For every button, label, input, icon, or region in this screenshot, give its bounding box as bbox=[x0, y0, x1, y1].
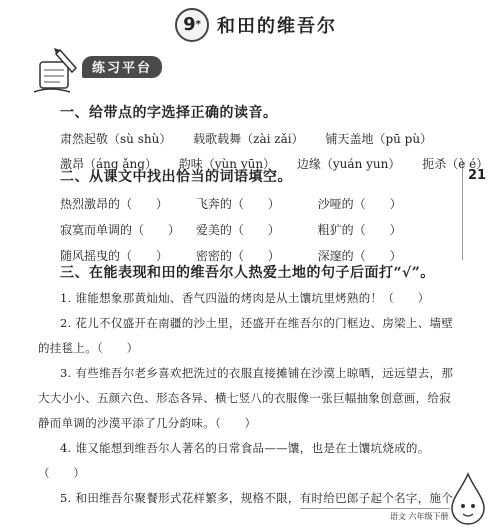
section-3-line: 4. 谁又能想到维吾尔人著名的日常食品——馕，也是在土馕坑烧成的。 bbox=[60, 441, 430, 455]
section-1 bbox=[60, 102, 489, 172]
fill-item: 粗犷的（ ） bbox=[317, 223, 402, 237]
lesson-number-badge bbox=[175, 8, 209, 42]
fill-item: 沙哑的（ ） bbox=[317, 197, 402, 211]
section-2-row-1 bbox=[60, 195, 460, 212]
footer-bar bbox=[300, 508, 450, 525]
section-3-line: （ ） bbox=[38, 466, 86, 480]
practice-banner bbox=[30, 42, 180, 102]
question-item: 铺天盖地（pū pù） bbox=[325, 132, 433, 146]
lesson-title: 和田的维吾尔 bbox=[217, 16, 337, 37]
section-2-row-2 bbox=[60, 221, 460, 238]
lesson-header bbox=[175, 8, 375, 42]
question-item: 载歌载舞（zài zǎi） bbox=[193, 132, 304, 146]
fill-item: 深邃的（ ） bbox=[317, 249, 402, 263]
section-3 bbox=[38, 262, 460, 506]
page-number-line bbox=[462, 160, 463, 260]
drop-mascot-icon bbox=[448, 470, 488, 526]
question-item: 韵味（yùn yūn） bbox=[178, 157, 276, 171]
section-1-title: 一、给带点的字选择正确的读音。 bbox=[60, 105, 278, 121]
practice-banner-label bbox=[82, 56, 162, 78]
section-3-line: 的挂毯上。（ ） bbox=[38, 341, 139, 355]
lesson-number: 9 bbox=[183, 14, 196, 35]
fill-item: 飞奔的（ ） bbox=[195, 197, 280, 211]
footer-label: 语文 六年级下册 bbox=[390, 512, 449, 521]
page-number: 21 bbox=[468, 168, 487, 183]
fill-item: 爱美的（ ） bbox=[195, 223, 280, 237]
section-3-line: 5. 和田维吾尔聚餐形式花样繁多，规格不限，有时给巴郎子起个名字，施个 bbox=[60, 491, 454, 505]
question-item: 肃然起敬（sù shù） bbox=[60, 132, 172, 146]
fill-item: 寂寞而单调的（ ） bbox=[60, 223, 181, 237]
lesson-star: * bbox=[195, 19, 201, 30]
section-3-line: 2. 花儿不仅盛开在南疆的沙土里，还盛开在维吾尔的门框边、房梁上、墙壁 bbox=[60, 316, 454, 330]
section-1-row-1 bbox=[60, 130, 460, 147]
question-item: 边缘（yuán yun） bbox=[296, 157, 401, 171]
section-3-line: 大大小小、五颜六色、形态各异、横七竖八的衣服像一张巨幅抽象创意画，给寂 bbox=[38, 391, 451, 405]
section-3-title: 三、在能表现和田的维吾尔人热爱土地的句子后面打“√”。 bbox=[60, 265, 435, 281]
section-3-line: 静而单调的沙漠平添了几分韵味。（ ） bbox=[38, 416, 257, 430]
question-item: 扼杀（è é） bbox=[422, 157, 489, 171]
section-2-title: 二、从课文中找出恰当的词语填空。 bbox=[60, 169, 292, 185]
fill-item: 密密的（ ） bbox=[195, 249, 280, 263]
section-3-line: 3. 有些维吾尔老乡喜欢把洗过的衣服直接摊铺在沙漠上晾晒，远远望去，那 bbox=[60, 366, 454, 380]
pen-notebook-icon bbox=[30, 42, 90, 102]
section-2 bbox=[60, 166, 460, 264]
fill-item: 热烈激昂的（ ） bbox=[60, 197, 169, 211]
section-3-line: 1. 谁能想象那黄灿灿、香气四溢的烤肉是从土馕坑里烤熟的！（ ） bbox=[60, 291, 430, 305]
fill-item: 随风摇曳的（ ） bbox=[60, 249, 169, 263]
practice-banner-text: 练习平台 bbox=[92, 61, 153, 76]
question-item: 激昂（áng ǎng） bbox=[60, 157, 157, 171]
